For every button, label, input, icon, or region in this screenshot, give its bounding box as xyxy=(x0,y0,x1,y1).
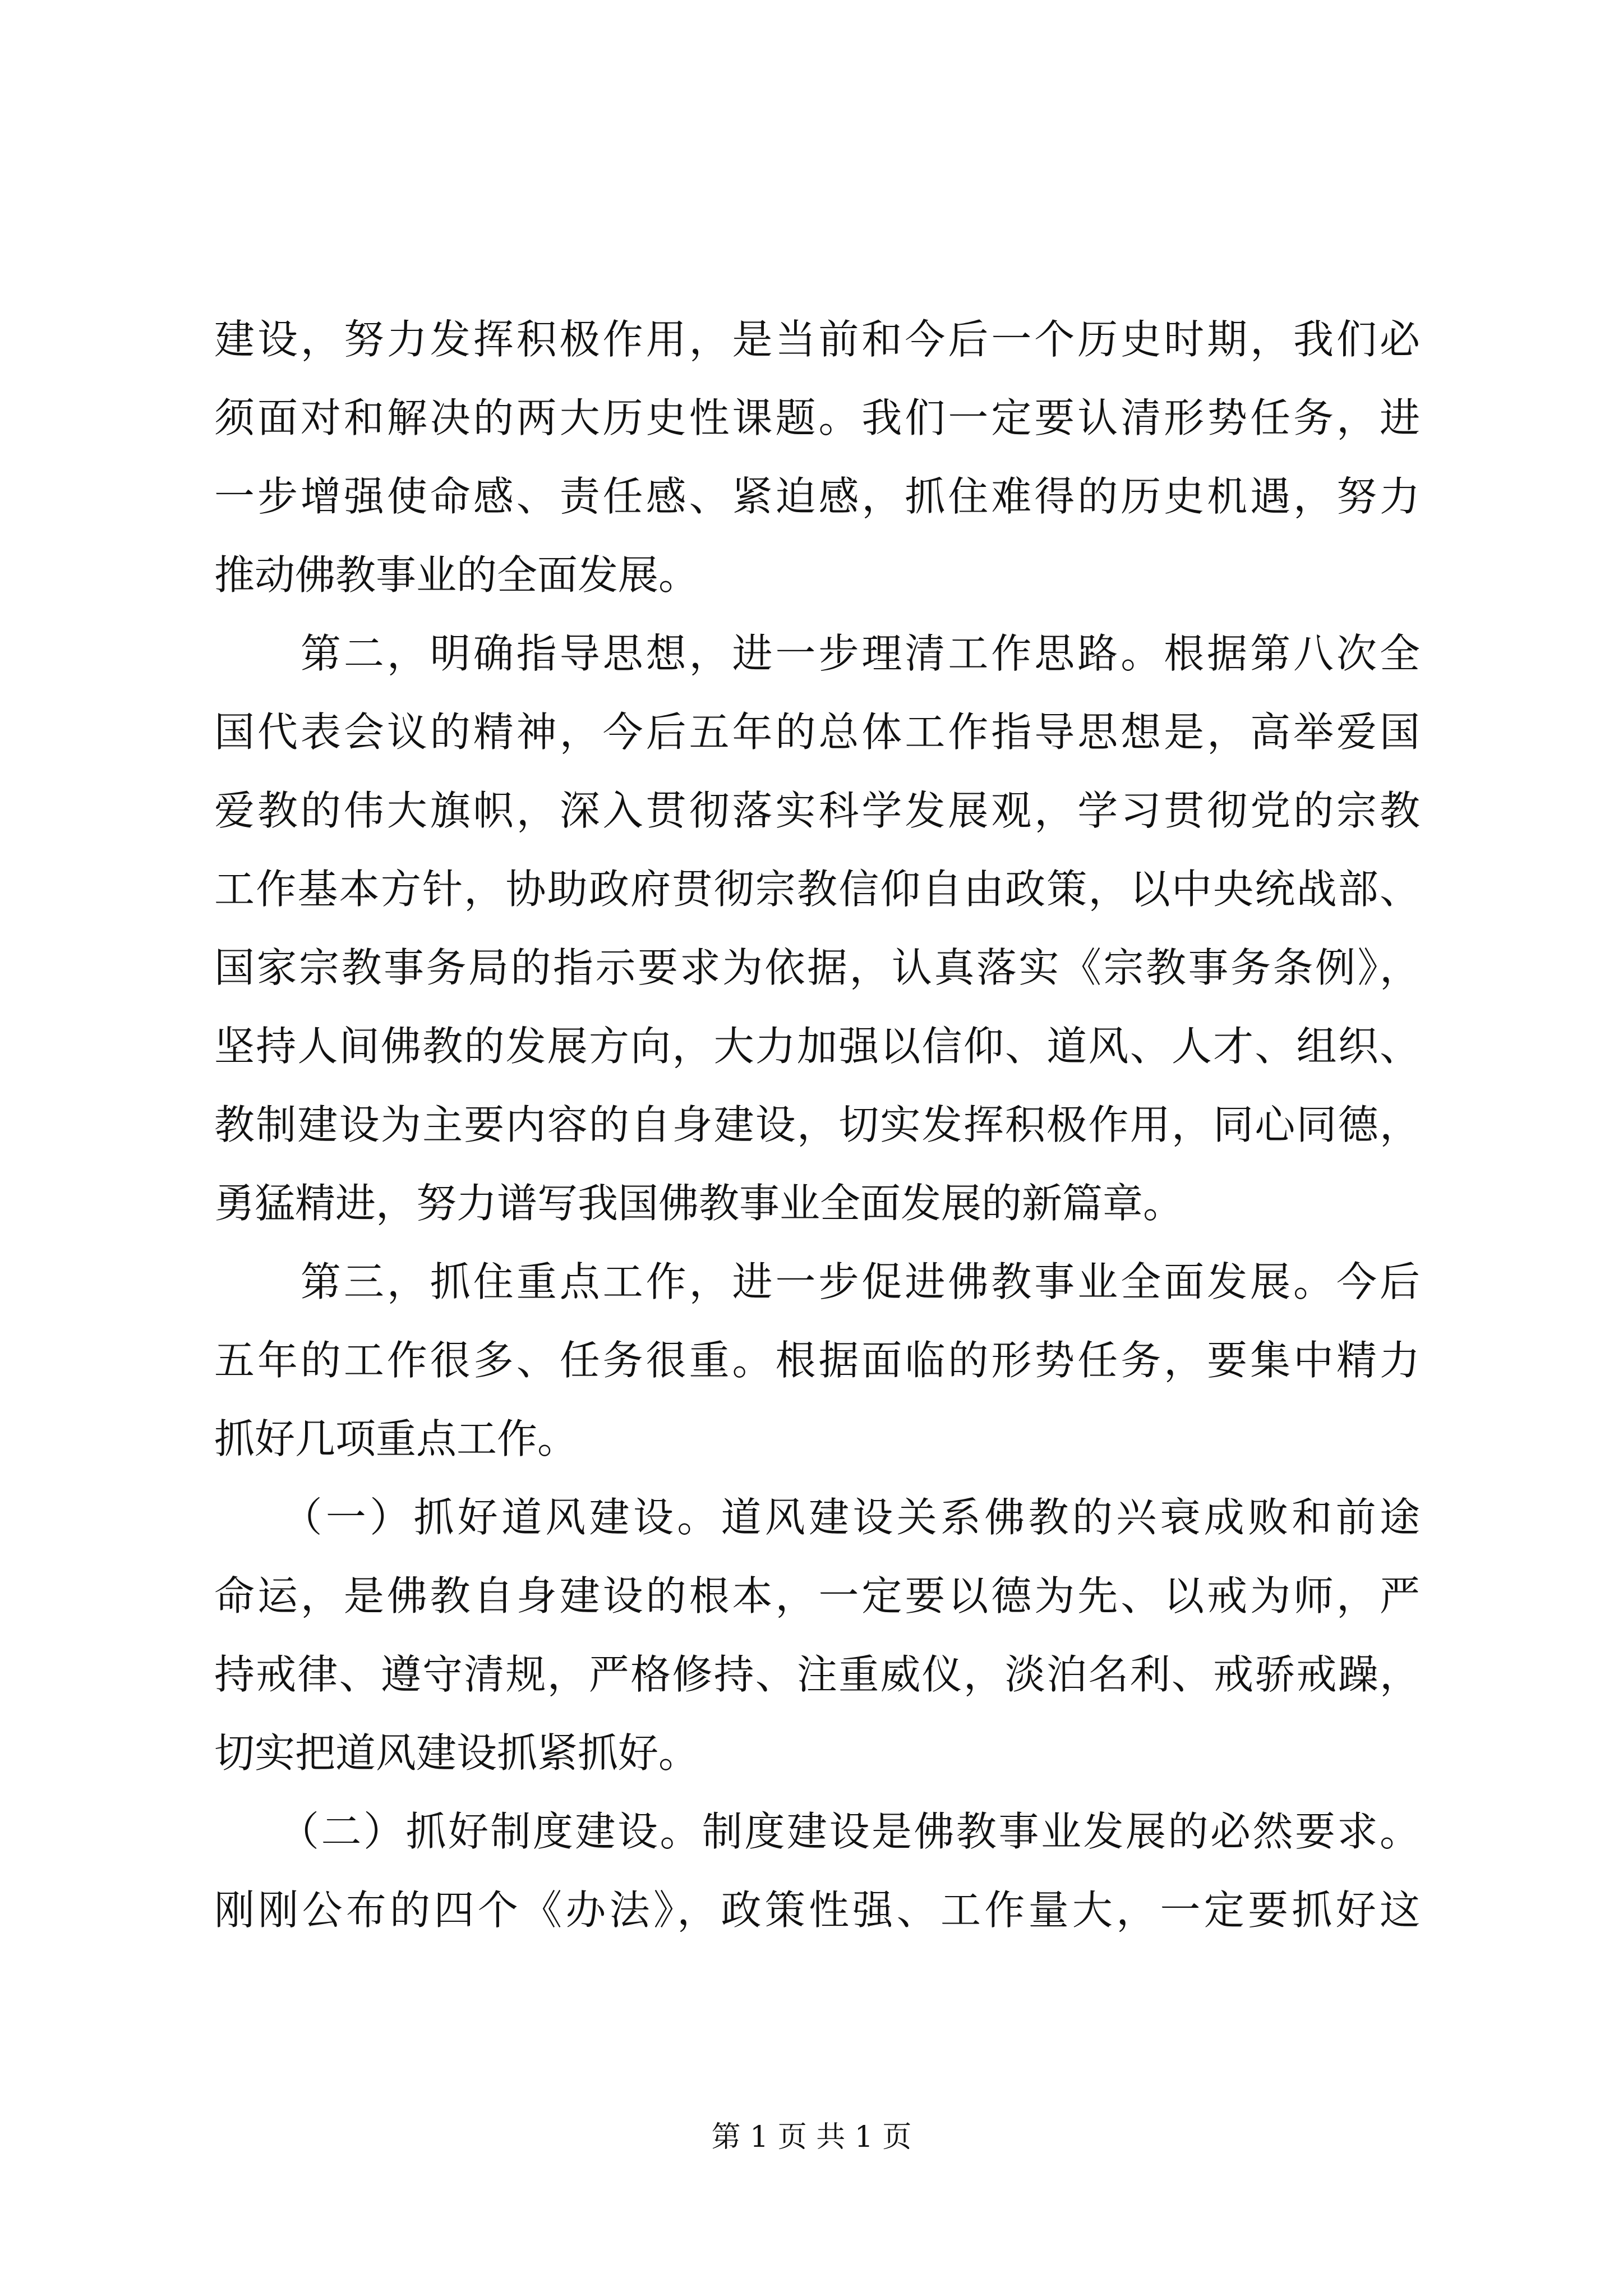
text-line: 持戒律、遵守清规，严格修持、注重威仪，淡泊名利、戒骄戒躁， xyxy=(214,1651,1420,1698)
page-number-footer: 第 1 页 共 1 页 xyxy=(711,2120,912,2154)
text-line: 国家宗教事务局的指示要求为依据，认真落实《宗教事务条例》， xyxy=(214,944,1420,991)
text-line: 切实把道风建设抓紧抓好。 xyxy=(214,1729,699,1777)
text-line: 坚持人间佛教的发展方向，大力加强以信仰、道风、人才、组织、 xyxy=(214,1023,1420,1070)
text-line: 五年的工作很多、任务很重。根据面临的形势任务，要集中精力 xyxy=(214,1337,1420,1384)
text-line: 一步增强使命感、责任感、紧迫感，抓住难得的历史机遇，努力 xyxy=(214,473,1420,520)
text-line: 第三，抓住重点工作，进一步促进佛教事业全面发展。今后 xyxy=(214,1258,1420,1305)
text-line: 国代表会议的精神，今后五年的总体工作指导思想是，高举爱国 xyxy=(214,708,1420,756)
text-line: （一）抓好道风建设。道风建设关系佛教的兴衰成败和前途 xyxy=(214,1494,1420,1541)
text-line: 建设，努力发挥积极作用，是当前和今后一个历史时期，我们必 xyxy=(214,316,1420,363)
text-line: 勇猛精进，努力谱写我国佛教事业全面发展的新篇章。 xyxy=(214,1180,1184,1227)
text-line: 推动佛教事业的全面发展。 xyxy=(214,551,699,599)
text-line: 第二，明确指导思想，进一步理清工作思路。根据第八次全 xyxy=(214,630,1420,677)
text-line: 须面对和解决的两大历史性课题。我们一定要认清形势任务，进 xyxy=(214,394,1420,441)
text-line: 爱教的伟大旗帜，深入贯彻落实科学发展观，学习贯彻党的宗教 xyxy=(214,787,1420,834)
text-line: 命运，是佛教自身建设的根本，一定要以德为先、以戒为师，严 xyxy=(214,1572,1420,1619)
text-line: （二）抓好制度建设。制度建设是佛教事业发展的必然要求。 xyxy=(214,1808,1420,1855)
text-line: 教制建设为主要内容的自身建设，切实发挥积极作用，同心同德， xyxy=(214,1101,1420,1148)
text-line: 抓好几项重点工作。 xyxy=(214,1415,578,1462)
text-line: 刚刚公布的四个《办法》，政策性强、工作量大，一定要抓好这 xyxy=(214,1887,1420,1934)
text-line: 工作基本方针，协助政府贯彻宗教信仰自由政策，以中央统战部、 xyxy=(214,866,1420,913)
